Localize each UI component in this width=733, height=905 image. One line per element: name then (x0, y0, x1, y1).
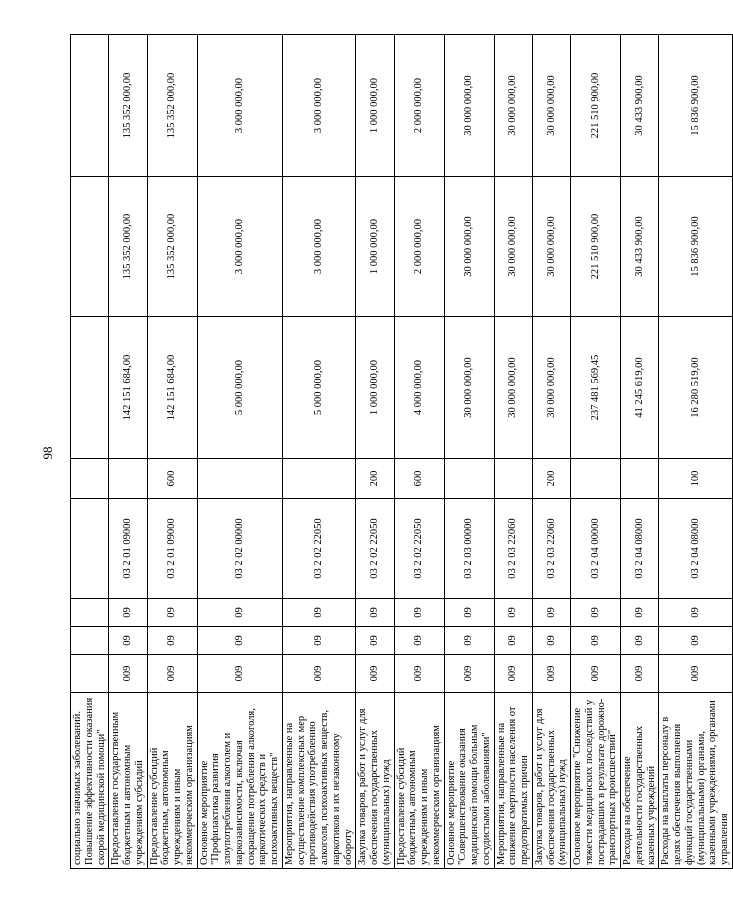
section-code: 09 (532, 627, 570, 655)
amount-2022: 3 000 000,00 (282, 35, 356, 177)
admin-code: 009 (394, 655, 444, 693)
row-name: Предоставление субсидий бюджетным, автономным учреждениям и иным некоммерческим организациям (147, 693, 197, 869)
amount-2022: 30 000 000,00 (494, 35, 532, 177)
subsection-code: 09 (282, 599, 356, 627)
table-row (571, 35, 621, 869)
admin-code: 009 (282, 655, 356, 693)
amount-2021: 15 836 900,00 (659, 177, 733, 317)
table-row (197, 35, 282, 869)
amount-2020: 237 481 569,45 (571, 317, 621, 459)
target-article: 03 2 03 00000 (444, 499, 494, 599)
amount-2022: 15 836 900,00 (659, 35, 733, 177)
amount-2022: 135 352 000,00 (109, 35, 147, 177)
amount-2021: 30 433 900,00 (621, 177, 659, 317)
amount-2022: 221 510 900,00 (571, 35, 621, 177)
amount-2020: 142 151 684,00 (109, 317, 147, 459)
expense-type (282, 459, 356, 499)
amount-2020: 41 245 619,00 (621, 317, 659, 459)
amount-2021: 221 510 900,00 (571, 177, 621, 317)
budget-table (70, 34, 733, 869)
amount-2020: 5 000 000,00 (197, 317, 282, 459)
subsection-code: 09 (197, 599, 282, 627)
subsection-code: 09 (621, 599, 659, 627)
expense-type (444, 459, 494, 499)
subsection-code: 09 (659, 599, 733, 627)
row-name: Предоставление государственным бюджетным и автономным учреждениям субсидий (109, 693, 147, 869)
expense-type: 600 (394, 459, 444, 499)
row-name: социально значимых заболеваний. Повышение эффективности оказания скорой медицинской помощи" (71, 693, 109, 869)
admin-code: 009 (494, 655, 532, 693)
row-name: Основное мероприятие "Профилактика развития злоупотребления алкоголем и наркозависимости, включая сокращение потребления алкоголя, наркотических средств и психоактивных веществ" (197, 693, 282, 869)
target-article: 03 2 03 22060 (494, 499, 532, 599)
amount-2021: 30 000 000,00 (532, 177, 570, 317)
section-code: 09 (197, 627, 282, 655)
amount-2021: 3 000 000,00 (197, 177, 282, 317)
expense-type: 200 (532, 459, 570, 499)
row-name: Закупка товаров, работ и услуг для обеспечения государственных (муниципальных) нужд (356, 693, 394, 869)
target-article: 03 2 04 08000 (621, 499, 659, 599)
section-code: 09 (109, 627, 147, 655)
table-row (659, 35, 733, 869)
expense-type: 100 (659, 459, 733, 499)
table-row (109, 35, 147, 869)
amount-2022 (71, 35, 109, 177)
amount-2020: 4 000 000,00 (394, 317, 444, 459)
admin-code: 009 (109, 655, 147, 693)
amount-2020: 16 280 519,00 (659, 317, 733, 459)
subsection-code: 09 (394, 599, 444, 627)
subsection-code: 09 (147, 599, 197, 627)
admin-code: 009 (147, 655, 197, 693)
admin-code: 009 (532, 655, 570, 693)
section-code: 09 (444, 627, 494, 655)
amount-2021: 2 000 000,00 (394, 177, 444, 317)
amount-2020: 142 151 684,00 (147, 317, 197, 459)
subsection-code: 09 (571, 599, 621, 627)
row-name: Мероприятия, направленные на осуществление комплексных мер противодействия употреблению алкоголя, психоактивных веществ, наркотиков и их незаконному обороту (282, 693, 356, 869)
table-row (147, 35, 197, 869)
rotated-page-content (70, 35, 730, 869)
admin-code: 009 (444, 655, 494, 693)
target-article: 03 2 01 09000 (147, 499, 197, 599)
expense-type (109, 459, 147, 499)
row-name: Мероприятия, направленные на снижение смертности населения от предотвратимых причин (494, 693, 532, 869)
amount-2021: 135 352 000,00 (147, 177, 197, 317)
amount-2022: 30 433 900,00 (621, 35, 659, 177)
amount-2021: 1 000 000,00 (356, 177, 394, 317)
expense-type (197, 459, 282, 499)
amount-2020: 30 000 000,00 (494, 317, 532, 459)
row-name: Расходы на выплаты персоналу в целях обеспечения выполнения функций государственными (муниципальными) органами, казенными учреждениями, органами управления (659, 693, 733, 869)
amount-2020: 1 000 000,00 (356, 317, 394, 459)
section-code: 09 (621, 627, 659, 655)
target-article: 03 2 04 08000 (659, 499, 733, 599)
admin-code: 009 (197, 655, 282, 693)
admin-code: 009 (621, 655, 659, 693)
subsection-code: 09 (494, 599, 532, 627)
subsection-code: 09 (532, 599, 570, 627)
target-article: 03 2 04 00000 (571, 499, 621, 599)
admin-code: 009 (659, 655, 733, 693)
target-article: 03 2 02 22050 (356, 499, 394, 599)
amount-2022: 1 000 000,00 (356, 35, 394, 177)
admin-code: 009 (356, 655, 394, 693)
row-name: Основное мероприятие "Снижение тяжести медицинских последствий у пострадавших в результате дорожно-транспортных происшествий" (571, 693, 621, 869)
table-row (532, 35, 570, 869)
amount-2021: 30 000 000,00 (444, 177, 494, 317)
expense-type: 600 (147, 459, 197, 499)
table-row (356, 35, 394, 869)
row-name: Основное мероприятие "Совершенствование оказания медицинской помощи больным сосудистыми заболеваниями" (444, 693, 494, 869)
section-code: 09 (282, 627, 356, 655)
expense-type (71, 459, 109, 499)
section-code (71, 627, 109, 655)
amount-2020: 30 000 000,00 (444, 317, 494, 459)
amount-2021: 135 352 000,00 (109, 177, 147, 317)
subsection-code: 09 (109, 599, 147, 627)
row-name: Расходы на обеспечение деятельности государственных казенных учреждений (621, 693, 659, 869)
table-row (444, 35, 494, 869)
section-code: 09 (659, 627, 733, 655)
amount-2022: 30 000 000,00 (444, 35, 494, 177)
target-article (71, 499, 109, 599)
section-code: 09 (356, 627, 394, 655)
admin-code: 009 (571, 655, 621, 693)
target-article: 03 2 01 09000 (109, 499, 147, 599)
amount-2020: 30 000 000,00 (532, 317, 570, 459)
section-code: 09 (571, 627, 621, 655)
target-article: 03 2 02 22050 (282, 499, 356, 599)
target-article: 03 2 03 22060 (532, 499, 570, 599)
amount-2021: 3 000 000,00 (282, 177, 356, 317)
amount-2022: 2 000 000,00 (394, 35, 444, 177)
admin-code (71, 655, 109, 693)
expense-type (571, 459, 621, 499)
page-number: 98 (40, 446, 55, 460)
amount-2022: 135 352 000,00 (147, 35, 197, 177)
amount-2022: 30 000 000,00 (532, 35, 570, 177)
row-name: Предоставление субсидий бюджетным, автономным учреждениям и иным некоммерческим организациям (394, 693, 444, 869)
amount-2021 (71, 177, 109, 317)
section-code: 09 (494, 627, 532, 655)
amount-2020 (71, 317, 109, 459)
subsection-code: 09 (444, 599, 494, 627)
amount-2021: 30 000 000,00 (494, 177, 532, 317)
expense-type: 200 (356, 459, 394, 499)
row-name: Закупка товаров, работ и услуг для обеспечения государственных (муниципальных) нужд (532, 693, 570, 869)
section-code: 09 (394, 627, 444, 655)
target-article: 03 2 02 22050 (394, 499, 444, 599)
target-article: 03 2 02 00000 (197, 499, 282, 599)
expense-type (621, 459, 659, 499)
amount-2020: 5 000 000,00 (282, 317, 356, 459)
table-row (621, 35, 659, 869)
table-row (282, 35, 356, 869)
table-row (71, 35, 109, 869)
section-code: 09 (147, 627, 197, 655)
subsection-code (71, 599, 109, 627)
expense-type (494, 459, 532, 499)
amount-2022: 3 000 000,00 (197, 35, 282, 177)
table-row (494, 35, 532, 869)
subsection-code: 09 (356, 599, 394, 627)
table-row (394, 35, 444, 869)
table-body (71, 35, 733, 869)
